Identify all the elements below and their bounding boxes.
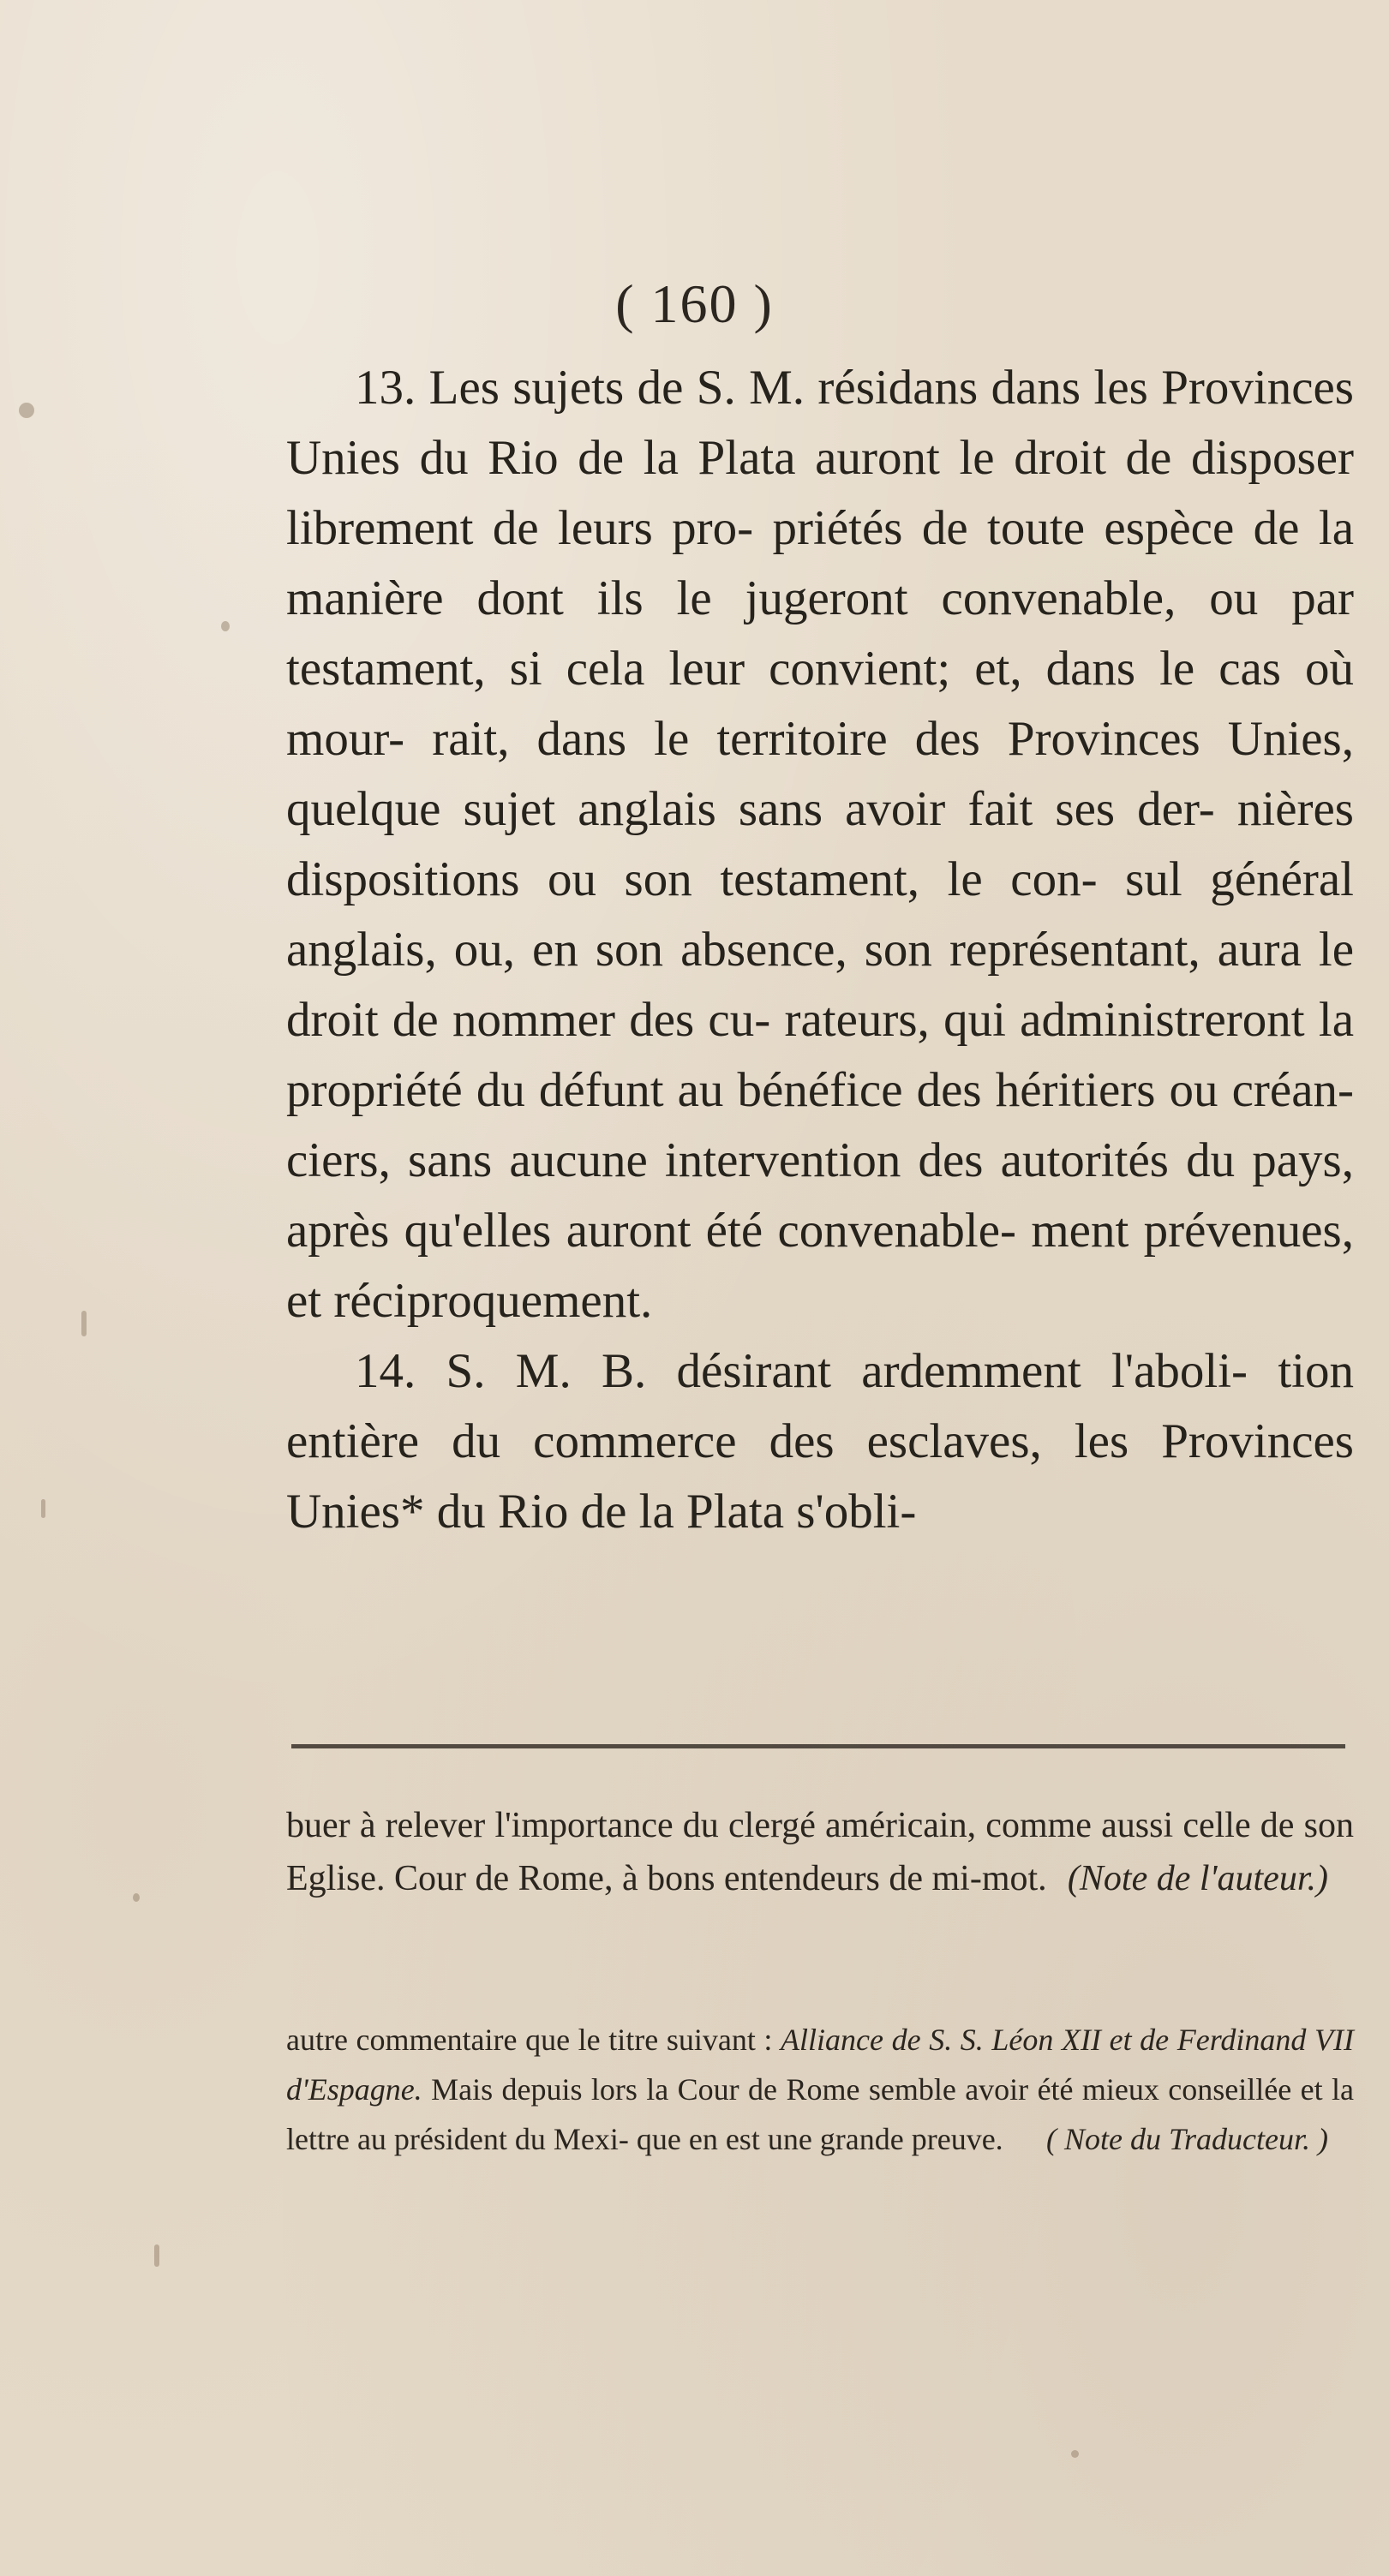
paragraph-article-14: 14. S. M. B. désirant ardemment l'aboli- tion entière du commerce des esclaves, les Provinces Unies* du Rio de la Plata s'obli- (286, 1344, 1354, 1539)
paper-speck (19, 403, 34, 418)
footnote-translator-attribution: ( Note du Traducteur. ) (1046, 2122, 1328, 2156)
footnote-author (286, 1799, 1354, 1905)
footnote-translator-italic: Alliance de S. S. Léon XII et de Ferdinand VII d'Espagne. (286, 2023, 1354, 2107)
paper-speck (154, 2244, 159, 2267)
paper-speck (133, 1893, 140, 1902)
main-text-block (286, 353, 1354, 1547)
page-number: ( 160 ) (615, 273, 774, 334)
footnote-translator-text-a: autre commentaire que le titre suivant : (286, 2023, 773, 2057)
paper-speck (221, 621, 230, 631)
footnote-translator (286, 2015, 1354, 2164)
paper-speck (41, 1499, 45, 1518)
footnote-translator-text-b: Mais depuis lors la Cour de Rome semble avoir été mieux conseillée et la lettre au président du Mexi- que en est une grande preuve. (286, 2072, 1355, 2156)
footnote-separator-rule (291, 1744, 1345, 1748)
paragraph-article-13: 13. Les sujets de S. M. résidans dans les Provinces Unies du Rio de la Plata auront le droit de disposer librement de leurs pro- priétés de toute espèce de la manière dont ils le jugeront convenable, ou par testament, si cela leur convient; et, dans le cas où mour- rait, dans le territoire des Provinces Unies, quelque sujet anglais sans avoir fait ses der- nières dispositions ou son testament, le con- sul général anglais, ou, en son absence, son représentant, aura le droit de nommer des cu- rateurs, qui administreront la propriété du défunt au bénéfice des héritiers ou créan- ciers, sans aucune intervention des autorités du pays, après qu'elles auront été convenable- ment prévenues, et réciproquement. (286, 361, 1354, 1328)
paper-speck (81, 1311, 87, 1336)
footnote-author-text: buer à relever l'importance du clergé américain, comme aussi celle de son Eglise. Cour de Rome, à bons entendeurs de mi-mot. (286, 1806, 1354, 1898)
footnote-author-attribution: (Note de l'auteur.) (1067, 1859, 1328, 1898)
paper-speck (1071, 2450, 1079, 2458)
